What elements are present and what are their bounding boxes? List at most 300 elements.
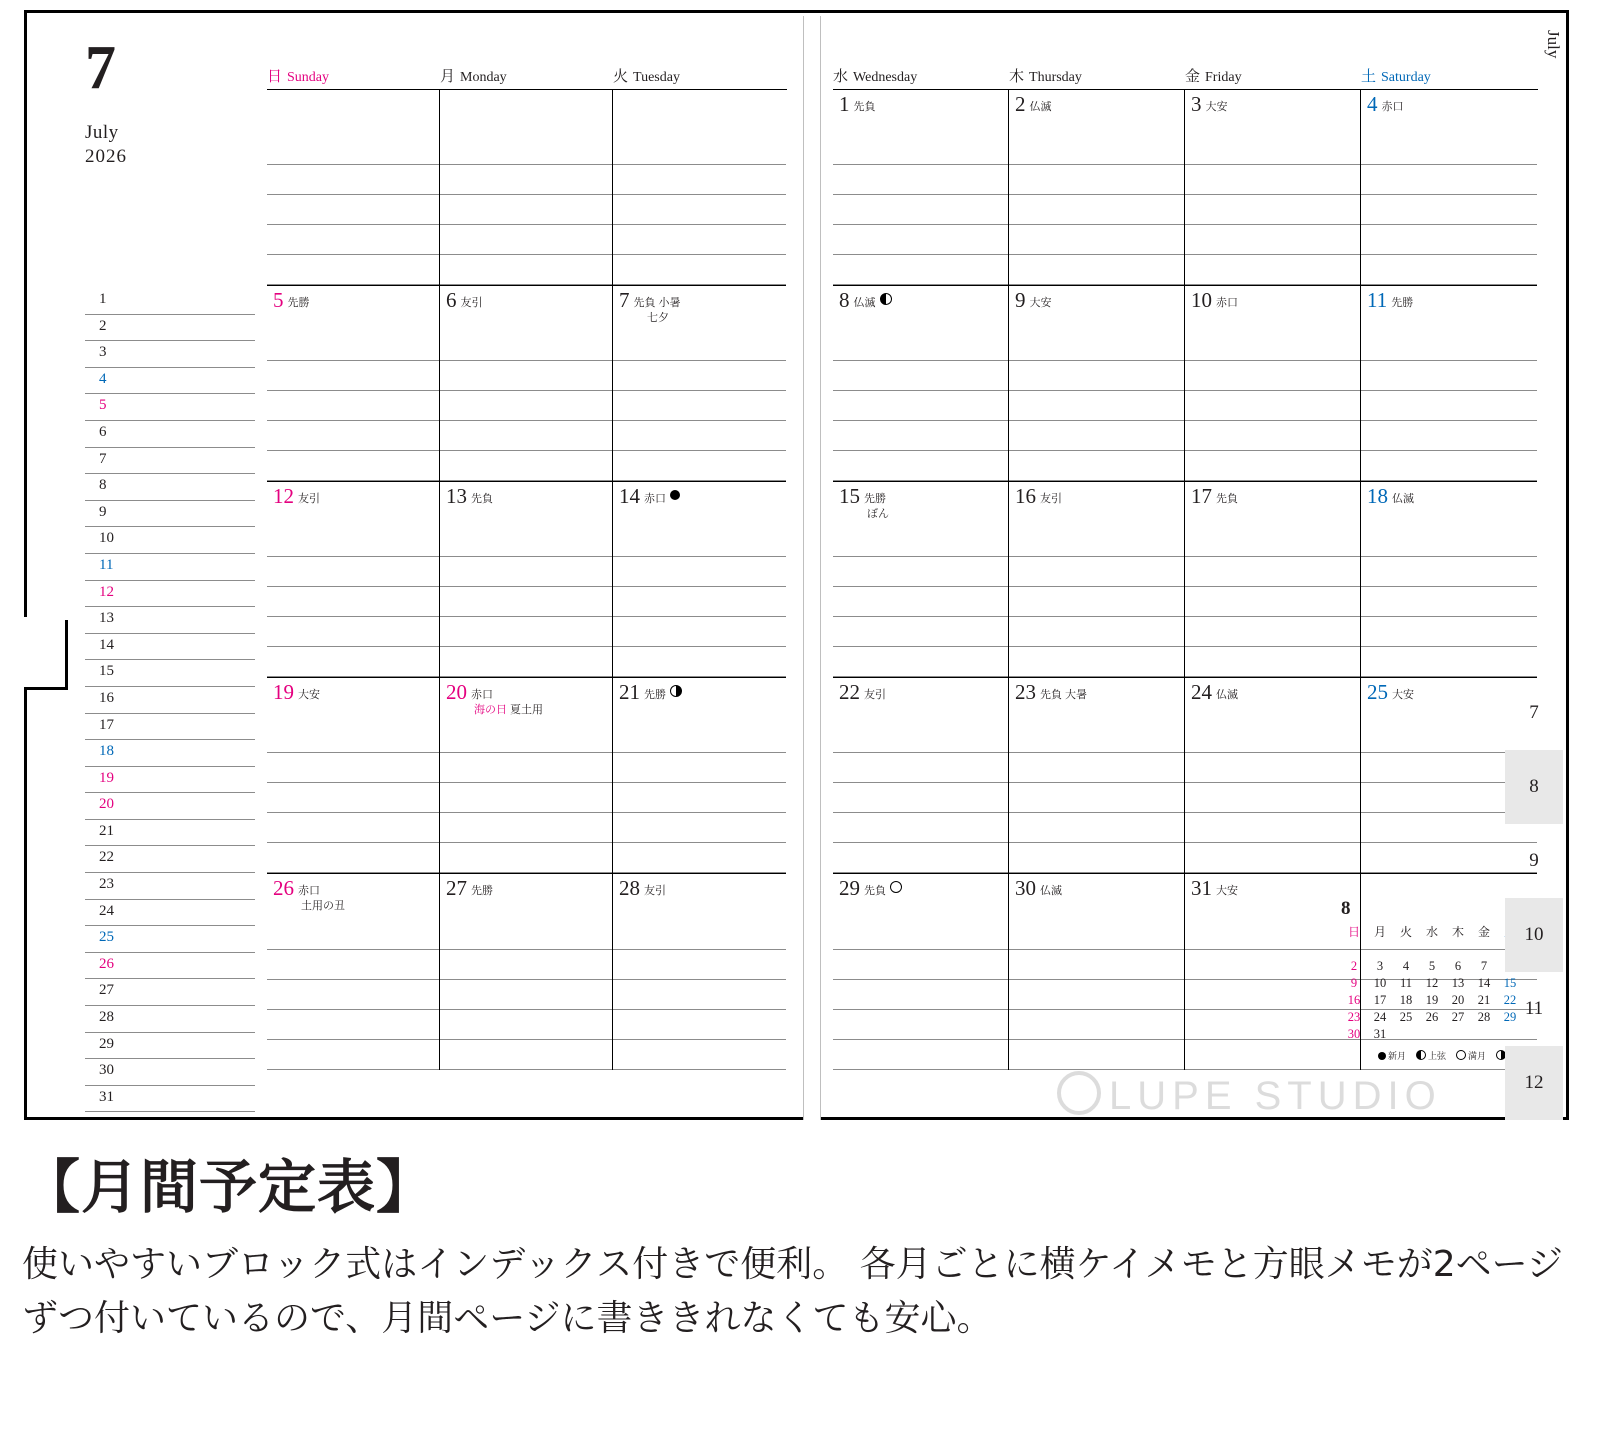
mini-cal-day[interactable]	[1419, 941, 1445, 958]
day-list-number: 14	[99, 636, 114, 653]
mini-cal-day[interactable]: 30	[1347, 1027, 1361, 1041]
writing-rules	[1185, 920, 1360, 1070]
rokuyou-label: 先負	[853, 101, 876, 113]
rule-line	[1009, 783, 1184, 813]
rule-line	[267, 331, 439, 361]
day-list-row[interactable]	[85, 315, 255, 342]
rokuyou-label: 仏滅	[1040, 885, 1062, 897]
mini-cal-day[interactable]: 20	[1451, 993, 1465, 1007]
rule-line	[1009, 843, 1184, 873]
day-number: 2	[1015, 92, 1026, 116]
day-list-number: 20	[99, 796, 114, 813]
day-number: 26	[273, 876, 294, 900]
calendar-left-page	[267, 65, 787, 1070]
moon-phase-legend	[1341, 1049, 1526, 1062]
weekday-header-friday: 金 Friday	[1185, 68, 1242, 85]
day-list-row[interactable]	[85, 288, 255, 315]
day-list-row[interactable]	[85, 900, 255, 927]
rule-line	[267, 421, 439, 451]
calendar-day-cell[interactable]	[833, 678, 1009, 874]
calendar-right-page	[833, 65, 1538, 1070]
weekday-header-left	[267, 65, 787, 90]
day-list-number: 24	[99, 902, 114, 919]
mini-cal-day[interactable]: 16	[1347, 993, 1361, 1007]
day-list-row[interactable]	[85, 846, 255, 873]
writing-rules	[267, 527, 439, 677]
rule-line	[1185, 1040, 1360, 1070]
rule-line	[440, 950, 612, 980]
day-number: 28	[619, 876, 640, 900]
rule-line	[1185, 527, 1360, 557]
day-list-number: 26	[99, 955, 114, 972]
mini-cal-day[interactable]	[1471, 1026, 1497, 1043]
writing-rules	[1185, 135, 1360, 285]
day-list-number: 11	[99, 556, 114, 573]
mini-cal-day[interactable]	[1367, 941, 1393, 958]
rule-line	[833, 783, 1008, 813]
rule-line	[833, 165, 1008, 195]
day-list-number: 16	[99, 689, 114, 706]
rule-line	[613, 195, 786, 225]
day-list-row[interactable]	[85, 421, 255, 448]
rule-line	[1009, 451, 1184, 481]
rule-line	[833, 361, 1008, 391]
rule-line	[833, 451, 1008, 481]
mini-cal-day[interactable]	[1393, 941, 1419, 958]
day-number: 19	[273, 680, 294, 704]
index-tab-11[interactable]: 11	[1524, 998, 1544, 1019]
calendar-day-cell[interactable]	[1185, 874, 1361, 1070]
day-list-row[interactable]	[85, 394, 255, 421]
rule-line	[1185, 421, 1360, 451]
writing-rules	[1009, 723, 1184, 873]
day-list-row[interactable]	[85, 341, 255, 368]
day-list-number: 23	[99, 876, 114, 893]
day-event-label: ぼん	[867, 508, 889, 520]
writing-rules	[613, 527, 786, 677]
writing-rules	[833, 331, 1008, 481]
calendar-day-cell[interactable]	[267, 286, 440, 482]
rule-line	[1009, 225, 1184, 255]
day-list-row[interactable]	[85, 474, 255, 501]
day-list-number: 8	[99, 477, 107, 494]
writing-rules	[1009, 135, 1184, 285]
rule-line	[267, 255, 439, 285]
rule-line	[833, 527, 1008, 557]
rule-line	[1009, 920, 1184, 950]
rule-line	[1185, 843, 1360, 873]
rule-line	[1009, 1040, 1184, 1070]
rokuyou-label: 仏滅	[1216, 689, 1238, 701]
index-tab-8[interactable]: 8	[1505, 750, 1563, 824]
writing-rules	[267, 920, 439, 1070]
mini-cal-day[interactable]: 26	[1425, 1010, 1439, 1024]
mini-cal-day[interactable]: 11	[1399, 976, 1413, 990]
rule-line	[613, 135, 786, 165]
calendar-grid-left	[267, 90, 787, 1070]
mini-cal-day[interactable]: 14	[1477, 976, 1491, 990]
rule-line	[440, 647, 612, 677]
writing-rules	[613, 920, 786, 1070]
caption-body: 使いやすいブロック式はインデックス付きで便利。 各月ごとに横ケイメモと方眼メモが2ページずつ付いているので、月間ページに書ききれなくても安心。	[22, 1244, 1563, 1339]
rule-line	[613, 391, 786, 421]
day-list-row[interactable]	[85, 501, 255, 528]
rokuyou-label: 友引	[460, 297, 483, 309]
rokuyou-label: 先負	[864, 885, 886, 897]
rule-line	[613, 165, 786, 195]
day-number: 16	[1015, 484, 1036, 508]
day-list-number: 7	[99, 450, 107, 467]
rule-line	[1185, 783, 1360, 813]
mini-cal-header: 水	[1425, 925, 1438, 939]
rule-line	[613, 783, 786, 813]
day-number: 4	[1367, 92, 1378, 116]
day-list-row[interactable]	[85, 527, 255, 554]
rule-line	[267, 135, 439, 165]
index-tab-10[interactable]: 10	[1505, 898, 1563, 972]
watermark-circle-icon	[1057, 1071, 1101, 1115]
rule-line	[440, 165, 612, 195]
calendar-day-cell[interactable]	[440, 286, 613, 482]
mini-cal-day[interactable]: 24	[1373, 1010, 1387, 1024]
day-number: 29	[839, 876, 860, 900]
day-list-row[interactable]	[85, 581, 255, 608]
day-list-row[interactable]	[85, 448, 255, 475]
rule-line	[833, 1040, 1008, 1070]
rule-line	[267, 587, 439, 617]
rule-line	[440, 617, 612, 647]
day-number: 22	[839, 680, 860, 704]
rule-line	[1009, 813, 1184, 843]
day-list-row[interactable]	[85, 979, 255, 1006]
writing-rules	[613, 331, 786, 481]
day-list-number: 15	[99, 663, 114, 680]
rule-line	[440, 1010, 612, 1040]
day-list-row[interactable]	[85, 554, 255, 581]
rule-line	[440, 1040, 612, 1070]
rule-line	[440, 195, 612, 225]
mini-cal-day[interactable]: 28	[1477, 1010, 1491, 1024]
page-corner-cut	[24, 620, 68, 690]
calendar-day-cell[interactable]	[267, 874, 440, 1070]
writing-rules	[833, 135, 1008, 285]
calendar-day-cell[interactable]	[613, 90, 786, 286]
mini-cal-day[interactable]: 3	[1376, 959, 1384, 973]
mini-cal-header: 日	[1347, 925, 1360, 939]
rokuyou-label: 先勝	[644, 689, 666, 701]
rule-line	[833, 587, 1008, 617]
month-title-block	[85, 34, 245, 169]
rule-line	[267, 647, 439, 677]
calendar-day-cell[interactable]	[833, 286, 1009, 482]
day-list-row[interactable]	[85, 714, 255, 741]
day-number: 9	[1015, 288, 1026, 312]
mini-cal-day[interactable]: 10	[1373, 976, 1387, 990]
mini-cal-day[interactable]: 27	[1451, 1010, 1465, 1024]
rule-line	[613, 1040, 786, 1070]
day-list-number: 27	[99, 982, 114, 999]
mini-calendar-table	[1341, 922, 1523, 1043]
calendar-day-cell[interactable]	[440, 90, 613, 286]
rule-line	[613, 587, 786, 617]
day-list-row[interactable]	[85, 1033, 255, 1060]
rule-line	[440, 783, 612, 813]
weekday-header-monday: 月 Monday	[440, 68, 507, 85]
rule-line	[267, 165, 439, 195]
rule-line	[1185, 753, 1360, 783]
rule-line	[1009, 587, 1184, 617]
rule-line	[1185, 391, 1360, 421]
rule-line	[440, 557, 612, 587]
calendar-day-cell[interactable]	[613, 482, 786, 678]
day-list-row[interactable]	[85, 820, 255, 847]
writing-rules	[267, 723, 439, 873]
day-event-label: 七夕	[647, 312, 669, 324]
day-list-number: 31	[99, 1088, 114, 1105]
weekday-header-sunday: 日 Sunday	[267, 68, 330, 85]
day-list-row[interactable]	[85, 1059, 255, 1086]
rokuyou-label: 赤口	[298, 885, 320, 897]
writing-rules	[1009, 331, 1184, 481]
mini-cal-day[interactable]: 6	[1454, 959, 1462, 973]
mini-cal-day[interactable]	[1445, 941, 1471, 958]
day-number: 27	[446, 876, 467, 900]
calendar-day-cell[interactable]	[833, 874, 1009, 1070]
rokuyou-label: 先勝	[471, 885, 493, 897]
writing-rules	[833, 920, 1008, 1070]
day-list-row[interactable]	[85, 1086, 255, 1113]
day-list-row[interactable]	[85, 793, 255, 820]
calendar-day-cell[interactable]	[613, 678, 786, 874]
mini-cal-day[interactable]: 23	[1347, 1010, 1361, 1024]
rule-line	[613, 421, 786, 451]
weekday-header-saturday: 土 Saturday	[1361, 68, 1431, 85]
mini-cal-day[interactable]: 9	[1350, 976, 1358, 990]
calendar-day-cell[interactable]	[267, 482, 440, 678]
rule-line	[833, 843, 1008, 873]
calendar-day-cell[interactable]	[833, 482, 1009, 678]
rule-line	[833, 225, 1008, 255]
mini-cal-day[interactable]: 4	[1402, 959, 1410, 973]
calendar-day-cell[interactable]	[1185, 90, 1361, 286]
writing-rules	[1185, 723, 1360, 873]
calendar-day-cell[interactable]	[613, 874, 786, 1070]
day-list-row[interactable]	[85, 368, 255, 395]
index-tab-7[interactable]: 7	[1529, 702, 1539, 723]
day-number: 14	[619, 484, 640, 508]
watermark	[1057, 1071, 1442, 1119]
day-number: 30	[1015, 876, 1036, 900]
rule-line	[1009, 135, 1184, 165]
rule-line	[833, 950, 1008, 980]
rule-line	[267, 195, 439, 225]
rule-line	[1185, 557, 1360, 587]
mini-cal-day[interactable]	[1445, 1026, 1471, 1043]
rule-line	[267, 1040, 439, 1070]
rokuyou-label: 赤口	[1216, 297, 1238, 309]
calendar-day-cell[interactable]	[1009, 678, 1185, 874]
writing-rules	[440, 135, 612, 285]
index-tab-12[interactable]: 12	[1505, 1046, 1563, 1120]
day-list-row[interactable]	[85, 740, 255, 767]
mini-cal-day[interactable]: 29	[1503, 1010, 1517, 1024]
legend-item: 満月	[1452, 1051, 1486, 1061]
rule-line	[440, 421, 612, 451]
writing-rules	[440, 527, 612, 677]
calendar-day-cell[interactable]	[1185, 286, 1361, 482]
day-number: 3	[1191, 92, 1202, 116]
rule-line	[267, 753, 439, 783]
rule-line	[613, 980, 786, 1010]
rule-line	[267, 920, 439, 950]
day-number: 31	[1191, 876, 1212, 900]
rule-line	[613, 647, 786, 677]
calendar-day-cell[interactable]	[440, 678, 613, 874]
calendar-day-cell[interactable]	[1009, 874, 1185, 1070]
rule-line	[613, 255, 786, 285]
mini-cal-day[interactable]	[1341, 941, 1367, 958]
mini-cal-day[interactable]: 13	[1451, 976, 1465, 990]
rokuyou-label: 先負 大暑	[1040, 689, 1088, 701]
day-list-row[interactable]	[85, 660, 255, 687]
planner-spread	[24, 10, 1569, 1120]
rokuyou-label: 大安	[1216, 885, 1238, 897]
day-number: 6	[446, 288, 457, 312]
rokuyou-label: 先負 小暑	[633, 297, 681, 309]
rule-line	[1185, 195, 1360, 225]
day-list-row[interactable]	[85, 607, 255, 634]
rule-line	[1009, 331, 1184, 361]
day-list-row[interactable]	[85, 634, 255, 661]
weekday-header-tuesday: 火 Tuesday	[613, 68, 680, 85]
rokuyou-label: 仏滅	[853, 297, 876, 309]
day-list-row[interactable]	[85, 873, 255, 900]
day-event-label: 土用の丑	[301, 900, 345, 912]
month-name-en: July	[85, 122, 119, 143]
calendar-day-cell[interactable]	[440, 874, 613, 1070]
calendar-day-cell[interactable]	[1009, 482, 1185, 678]
day-list-row[interactable]	[85, 926, 255, 953]
rule-line	[1009, 1010, 1184, 1040]
day-list-number: 18	[99, 743, 114, 760]
rule-line	[613, 451, 786, 481]
calendar-day-cell[interactable]	[613, 286, 786, 482]
rule-line	[833, 421, 1008, 451]
rule-line	[833, 391, 1008, 421]
writing-rules	[440, 920, 612, 1070]
rule-line	[267, 980, 439, 1010]
calendar-day-cell[interactable]	[1009, 286, 1185, 482]
calendar-day-cell[interactable]	[833, 90, 1009, 286]
day-list-number: 9	[99, 503, 107, 520]
mini-cal-day[interactable]: 31	[1373, 1027, 1387, 1041]
day-list-row[interactable]	[85, 1006, 255, 1033]
rule-line	[1185, 813, 1360, 843]
rokuyou-label: 大安	[1392, 689, 1414, 701]
mini-cal-day[interactable]: 21	[1477, 993, 1491, 1007]
calendar-day-cell[interactable]	[267, 90, 440, 286]
moon-phase-icon	[670, 685, 682, 697]
rule-line	[833, 920, 1008, 950]
mini-cal-day[interactable]: 19	[1425, 993, 1439, 1007]
day-list-number: 10	[99, 530, 114, 547]
rule-line	[1185, 617, 1360, 647]
day-list-row[interactable]	[85, 767, 255, 794]
mini-cal-day[interactable]: 15	[1503, 976, 1517, 990]
mini-cal-day[interactable]	[1419, 1026, 1445, 1043]
rokuyou-label: 先勝	[287, 297, 310, 309]
calendar-day-cell[interactable]	[440, 482, 613, 678]
rokuyou-label: 先負	[1216, 493, 1238, 505]
day-list-number: 30	[99, 1062, 114, 1079]
day-number: 25	[1367, 680, 1388, 704]
mini-cal-day[interactable]: 17	[1373, 993, 1387, 1007]
day-list-row[interactable]	[85, 953, 255, 980]
calendar-day-cell[interactable]	[1009, 90, 1185, 286]
day-list-number: 6	[99, 423, 107, 440]
day-number: 1	[839, 92, 850, 116]
rule-line	[1185, 980, 1360, 1010]
rule-line	[613, 920, 786, 950]
rule-line	[440, 451, 612, 481]
writing-rules	[833, 527, 1008, 677]
moon-phase-icon	[880, 293, 892, 305]
mini-cal-day[interactable]: 7	[1480, 959, 1488, 973]
mini-cal-day[interactable]: 18	[1399, 993, 1413, 1007]
index-tab-9[interactable]: 9	[1529, 850, 1539, 871]
rule-line	[833, 557, 1008, 587]
rule-line	[440, 331, 612, 361]
rule-line	[440, 225, 612, 255]
day-number: 20	[446, 680, 467, 704]
writing-rules	[440, 331, 612, 481]
day-list-number: 28	[99, 1009, 114, 1026]
writing-rules	[1185, 527, 1360, 677]
mini-cal-day[interactable]: 2	[1350, 959, 1358, 973]
day-list-number: 3	[99, 344, 107, 361]
rokuyou-label: 先勝	[1391, 297, 1414, 309]
mini-cal-day[interactable]	[1393, 1026, 1419, 1043]
day-list-number: 17	[99, 716, 114, 733]
mini-cal-day[interactable]: 25	[1399, 1010, 1413, 1024]
mini-cal-day[interactable]: 22	[1503, 993, 1517, 1007]
day-number: 8	[839, 288, 850, 312]
legend-item: 上弦	[1412, 1051, 1446, 1061]
calendar-day-cell[interactable]	[1185, 678, 1361, 874]
rule-line	[267, 361, 439, 391]
legend-item: 新月	[1374, 1051, 1406, 1061]
rokuyou-label: 赤口	[644, 493, 666, 505]
rokuyou-label: 大安	[1205, 101, 1228, 113]
day-list-row[interactable]	[85, 687, 255, 714]
rule-line	[440, 843, 612, 873]
rule-line	[1009, 361, 1184, 391]
writing-rules	[267, 135, 439, 285]
page-gutter	[803, 16, 821, 1120]
index-tab-strip	[1505, 16, 1563, 1120]
mini-cal-day[interactable]: 12	[1425, 976, 1439, 990]
mini-cal-day[interactable]: 5	[1428, 959, 1436, 973]
calendar-day-cell[interactable]	[267, 678, 440, 874]
rule-line	[1185, 225, 1360, 255]
rule-line	[1009, 647, 1184, 677]
rule-line	[833, 255, 1008, 285]
calendar-day-cell[interactable]	[1185, 482, 1361, 678]
weekday-header-right	[833, 65, 1538, 90]
rokuyou-label: 友引	[1040, 493, 1062, 505]
mini-cal-header: 金	[1477, 925, 1490, 939]
mini-cal-day[interactable]	[1471, 941, 1497, 958]
